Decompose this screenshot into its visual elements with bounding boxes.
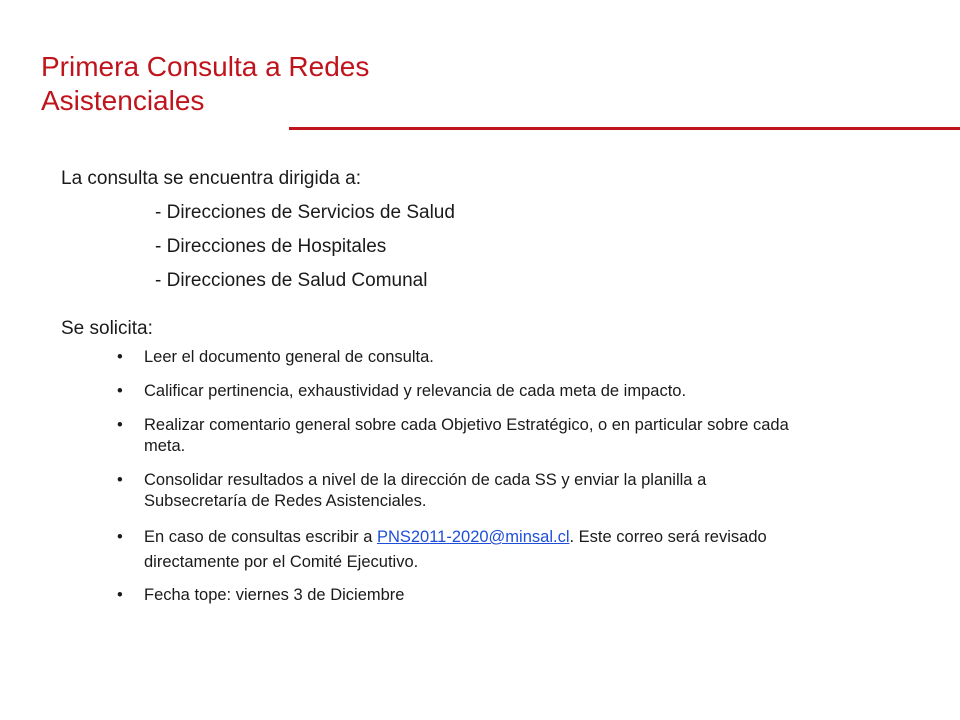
- task-item: [117, 381, 797, 402]
- intro-text: La consulta se encuentra dirigida a:: [61, 168, 361, 189]
- bullet-icon: •: [117, 528, 123, 546]
- bullet-icon: •: [117, 382, 123, 400]
- contact-text-before: En caso de consultas escribir a: [144, 528, 377, 546]
- title-underline-rule: [289, 127, 960, 130]
- task-text: Realizar comentario general sobre cada Objetivo Estratégico, o en particular sobre cada meta.: [144, 416, 789, 455]
- task-text: Leer el documento general de consulta.: [144, 348, 434, 366]
- task-text: Consolidar resultados a nivel de la dirección de cada SS y enviar la planilla a Subsecretaría de Redes Asistenciales.: [144, 471, 707, 510]
- recipient-item: - Direcciones de Salud Comunal: [155, 270, 428, 291]
- recipient-item: - Direcciones de Servicios de Salud: [155, 202, 455, 223]
- request-heading: Se solicita:: [61, 318, 153, 339]
- bullet-icon: •: [117, 348, 123, 366]
- recipient-list: [155, 201, 455, 303]
- slide-title-line-1: Primera Consulta a Redes: [41, 51, 370, 82]
- slide-title: [41, 50, 369, 118]
- task-text: Calificar pertinencia, exhaustividad y relevancia de cada meta de impacto.: [144, 382, 687, 400]
- bullet-icon: •: [117, 471, 123, 489]
- contact-item: [117, 525, 797, 575]
- contact-email-link[interactable]: PNS2011-2020@minsal.cl: [376, 528, 570, 546]
- bullet-icon: •: [117, 586, 123, 604]
- task-item: [117, 470, 797, 512]
- task-list: [117, 347, 797, 619]
- bullet-icon: •: [117, 416, 123, 434]
- task-item: [117, 415, 797, 457]
- task-item: [117, 347, 797, 368]
- slide-title-line-2: Asistenciales: [41, 85, 205, 116]
- recipient-item: - Direcciones de Hospitales: [155, 236, 387, 257]
- task-item-deadline: [117, 585, 797, 606]
- deadline-text: Fecha tope: viernes 3 de Diciembre: [144, 586, 405, 604]
- contact-text-after: . Este correo será revisado directamente por el Comité Ejecutivo.: [144, 528, 767, 571]
